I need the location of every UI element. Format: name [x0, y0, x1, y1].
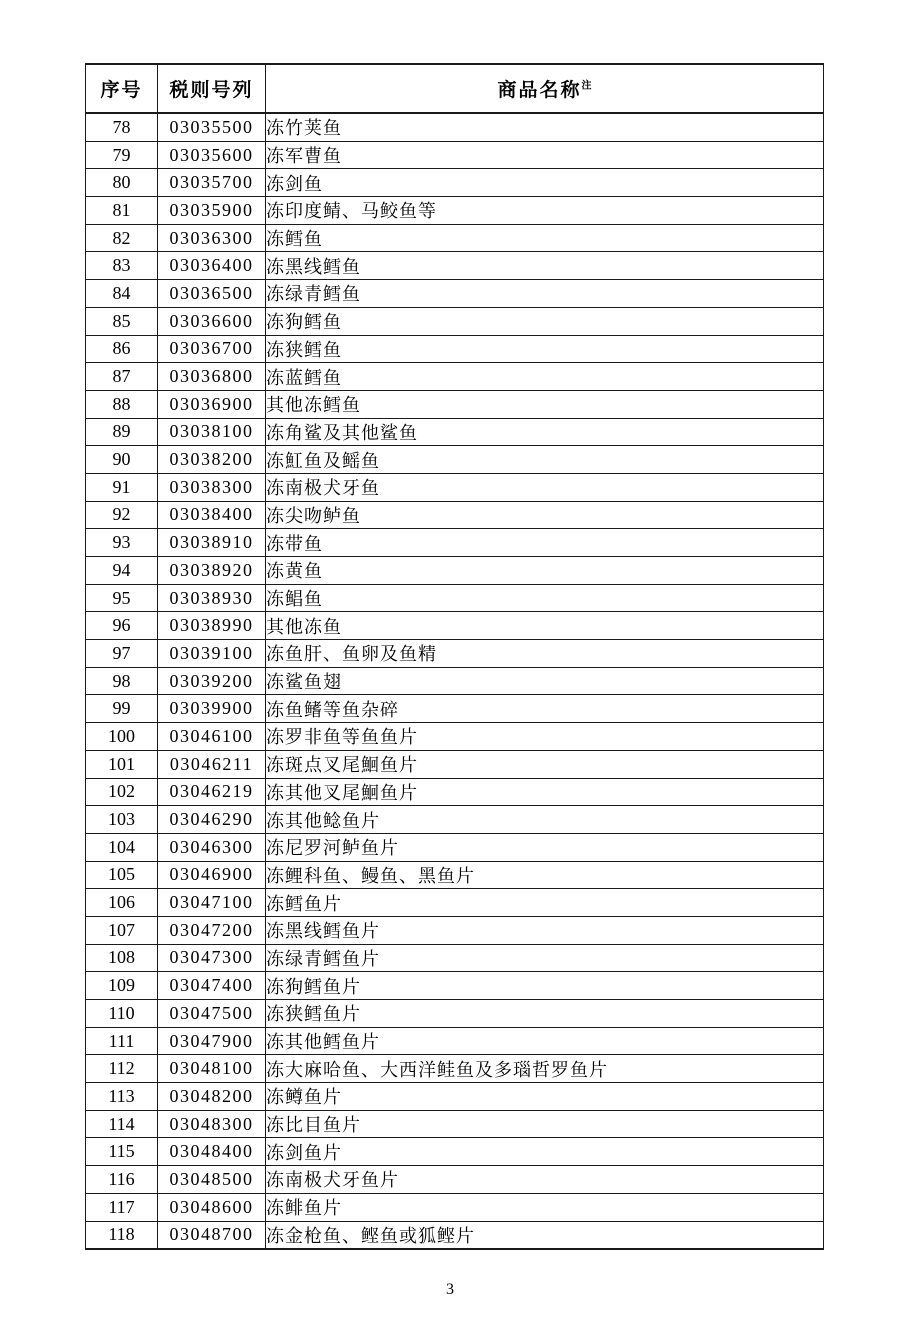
table-row [86, 473, 824, 501]
table-row [86, 889, 824, 917]
cell-tariff-code: 03047100 [158, 889, 266, 917]
cell-product-name: 冻角鲨及其他鲨鱼 [266, 418, 824, 446]
cell-product-name: 冻鱼鳍等鱼杂碎 [266, 695, 824, 723]
table-row [86, 750, 824, 778]
cell-index: 85 [86, 307, 158, 335]
cell-tariff-code: 03048100 [158, 1055, 266, 1083]
table-row [86, 916, 824, 944]
cell-product-name: 冻鳕鱼片 [266, 889, 824, 917]
cell-tariff-code: 03039900 [158, 695, 266, 723]
table-row [86, 1221, 824, 1249]
cell-index: 82 [86, 224, 158, 252]
table-row [86, 972, 824, 1000]
cell-index: 94 [86, 557, 158, 585]
table-row [86, 252, 824, 280]
table-row [86, 723, 824, 751]
cell-tariff-code: 03036900 [158, 390, 266, 418]
cell-index: 84 [86, 280, 158, 308]
header-name-label: 商品名称 [497, 80, 582, 101]
table-row [86, 141, 824, 169]
cell-tariff-code: 03038300 [158, 473, 266, 501]
cell-product-name: 冻鳟鱼片 [266, 1083, 824, 1111]
cell-tariff-code: 03038910 [158, 529, 266, 557]
cell-product-name: 冻尼罗河鲈鱼片 [266, 833, 824, 861]
cell-product-name: 其他冻鱼 [266, 612, 824, 640]
cell-index: 106 [86, 889, 158, 917]
cell-index: 95 [86, 584, 158, 612]
cell-product-name: 冻大麻哈鱼、大西洋鲑鱼及多瑙哲罗鱼片 [266, 1055, 824, 1083]
cell-tariff-code: 03036600 [158, 307, 266, 335]
table-row [86, 944, 824, 972]
cell-product-name: 冻鳕鱼 [266, 224, 824, 252]
cell-index: 79 [86, 141, 158, 169]
table-row [86, 1193, 824, 1221]
cell-tariff-code: 03035500 [158, 113, 266, 141]
cell-index: 116 [86, 1166, 158, 1194]
table-row [86, 667, 824, 695]
cell-product-name: 冻南极犬牙鱼片 [266, 1166, 824, 1194]
cell-product-name: 冻南极犬牙鱼 [266, 473, 824, 501]
table-row [86, 1000, 824, 1028]
table-row [86, 778, 824, 806]
cell-tariff-code: 03048200 [158, 1083, 266, 1111]
cell-tariff-code: 03036300 [158, 224, 266, 252]
table-row [86, 307, 824, 335]
table-row [86, 833, 824, 861]
table-row [86, 1138, 824, 1166]
cell-product-name: 其他冻鳕鱼 [266, 390, 824, 418]
header-name-note-superscript: 注 [581, 80, 592, 92]
cell-tariff-code: 03046300 [158, 833, 266, 861]
table-row [86, 612, 824, 640]
cell-product-name: 冻鲳鱼 [266, 584, 824, 612]
cell-index: 115 [86, 1138, 158, 1166]
cell-index: 111 [86, 1027, 158, 1055]
header-code-label: 税则号列 [169, 80, 254, 101]
table-row [86, 695, 824, 723]
cell-tariff-code: 03047300 [158, 944, 266, 972]
table-row [86, 335, 824, 363]
table-row [86, 446, 824, 474]
table-row [86, 529, 824, 557]
table-row [86, 1110, 824, 1138]
cell-product-name: 冻斑点叉尾鮰鱼片 [266, 750, 824, 778]
cell-index: 89 [86, 418, 158, 446]
table-header-row [86, 64, 824, 113]
table-row [86, 224, 824, 252]
cell-index: 113 [86, 1083, 158, 1111]
cell-product-name: 冻狗鳕鱼片 [266, 972, 824, 1000]
cell-index: 91 [86, 473, 158, 501]
cell-index: 90 [86, 446, 158, 474]
cell-product-name: 冻黑线鳕鱼 [266, 252, 824, 280]
cell-tariff-code: 03048700 [158, 1221, 266, 1249]
cell-product-name: 冻比目鱼片 [266, 1110, 824, 1138]
cell-tariff-code: 03047900 [158, 1027, 266, 1055]
table-row [86, 557, 824, 585]
cell-tariff-code: 03036400 [158, 252, 266, 280]
cell-index: 78 [86, 113, 158, 141]
cell-index: 97 [86, 640, 158, 668]
cell-index: 88 [86, 390, 158, 418]
cell-index: 93 [86, 529, 158, 557]
cell-index: 81 [86, 197, 158, 225]
cell-tariff-code: 03035600 [158, 141, 266, 169]
cell-tariff-code: 03036700 [158, 335, 266, 363]
cell-index: 99 [86, 695, 158, 723]
cell-index: 83 [86, 252, 158, 280]
cell-tariff-code: 03039100 [158, 640, 266, 668]
tariff-table [85, 63, 824, 1250]
cell-index: 87 [86, 363, 158, 391]
table-row [86, 390, 824, 418]
table-row [86, 640, 824, 668]
table-row [86, 197, 824, 225]
cell-product-name: 冻罗非鱼等鱼鱼片 [266, 723, 824, 751]
cell-product-name: 冻剑鱼 [266, 169, 824, 197]
table-row [86, 861, 824, 889]
cell-product-name: 冻剑鱼片 [266, 1138, 824, 1166]
cell-tariff-code: 03038400 [158, 501, 266, 529]
cell-product-name: 冻魟鱼及鳐鱼 [266, 446, 824, 474]
cell-tariff-code: 03038990 [158, 612, 266, 640]
cell-product-name: 冻蓝鳕鱼 [266, 363, 824, 391]
cell-tariff-code: 03035900 [158, 197, 266, 225]
cell-product-name: 冻绿青鳕鱼 [266, 280, 824, 308]
cell-index: 108 [86, 944, 158, 972]
cell-tariff-code: 03038930 [158, 584, 266, 612]
cell-index: 107 [86, 916, 158, 944]
cell-index: 105 [86, 861, 158, 889]
cell-tariff-code: 03047200 [158, 916, 266, 944]
table-row [86, 501, 824, 529]
cell-index: 103 [86, 806, 158, 834]
cell-tariff-code: 03038200 [158, 446, 266, 474]
cell-product-name: 冻狭鳕鱼 [266, 335, 824, 363]
cell-tariff-code: 03046290 [158, 806, 266, 834]
table-row [86, 1083, 824, 1111]
cell-tariff-code: 03038100 [158, 418, 266, 446]
cell-product-name: 冻狗鳕鱼 [266, 307, 824, 335]
header-index-label: 序号 [100, 80, 143, 101]
cell-index: 109 [86, 972, 158, 1000]
header-code-column [158, 64, 266, 113]
cell-product-name: 冻军曹鱼 [266, 141, 824, 169]
table-row [86, 806, 824, 834]
header-name-column [266, 64, 824, 113]
cell-product-name: 冻鱼肝、鱼卵及鱼精 [266, 640, 824, 668]
cell-product-name: 冻鲤科鱼、鳗鱼、黑鱼片 [266, 861, 824, 889]
cell-tariff-code: 03036500 [158, 280, 266, 308]
cell-tariff-code: 03048400 [158, 1138, 266, 1166]
cell-product-name: 冻竹荚鱼 [266, 113, 824, 141]
table-row [86, 169, 824, 197]
table-row [86, 280, 824, 308]
cell-product-name: 冻其他叉尾鮰鱼片 [266, 778, 824, 806]
table-row [86, 1055, 824, 1083]
cell-index: 112 [86, 1055, 158, 1083]
table-row [86, 1166, 824, 1194]
cell-product-name: 冻金枪鱼、鲣鱼或狐鲣片 [266, 1221, 824, 1249]
cell-product-name: 冻鲨鱼翅 [266, 667, 824, 695]
table-row [86, 584, 824, 612]
cell-product-name: 冻尖吻鲈鱼 [266, 501, 824, 529]
cell-index: 118 [86, 1221, 158, 1249]
cell-index: 110 [86, 1000, 158, 1028]
cell-tariff-code: 03047400 [158, 972, 266, 1000]
cell-product-name: 冻其他鲶鱼片 [266, 806, 824, 834]
table-row [86, 418, 824, 446]
cell-index: 92 [86, 501, 158, 529]
cell-tariff-code: 03039200 [158, 667, 266, 695]
cell-tariff-code: 03036800 [158, 363, 266, 391]
cell-product-name: 冻印度鲭、马鲛鱼等 [266, 197, 824, 225]
cell-tariff-code: 03048600 [158, 1193, 266, 1221]
cell-product-name: 冻黑线鳕鱼片 [266, 916, 824, 944]
cell-index: 86 [86, 335, 158, 363]
cell-tariff-code: 03046900 [158, 861, 266, 889]
cell-product-name: 冻带鱼 [266, 529, 824, 557]
cell-product-name: 冻绿青鳕鱼片 [266, 944, 824, 972]
cell-product-name: 冻狭鳕鱼片 [266, 1000, 824, 1028]
cell-index: 80 [86, 169, 158, 197]
table-row [86, 113, 824, 141]
cell-tariff-code: 03047500 [158, 1000, 266, 1028]
page-number: 3 [446, 1281, 454, 1298]
cell-tariff-code: 03048300 [158, 1110, 266, 1138]
table-row [86, 1027, 824, 1055]
cell-index: 101 [86, 750, 158, 778]
cell-product-name: 冻鲱鱼片 [266, 1193, 824, 1221]
cell-tariff-code: 03035700 [158, 169, 266, 197]
header-index-column [86, 64, 158, 113]
cell-tariff-code: 03046219 [158, 778, 266, 806]
cell-product-name: 冻黄鱼 [266, 557, 824, 585]
table-row [86, 363, 824, 391]
cell-index: 100 [86, 723, 158, 751]
cell-index: 117 [86, 1193, 158, 1221]
cell-index: 96 [86, 612, 158, 640]
cell-index: 104 [86, 833, 158, 861]
cell-index: 102 [86, 778, 158, 806]
cell-tariff-code: 03048500 [158, 1166, 266, 1194]
cell-product-name: 冻其他鳕鱼片 [266, 1027, 824, 1055]
cell-tariff-code: 03046211 [158, 750, 266, 778]
cell-index: 98 [86, 667, 158, 695]
cell-index: 114 [86, 1110, 158, 1138]
cell-tariff-code: 03038920 [158, 557, 266, 585]
cell-tariff-code: 03046100 [158, 723, 266, 751]
